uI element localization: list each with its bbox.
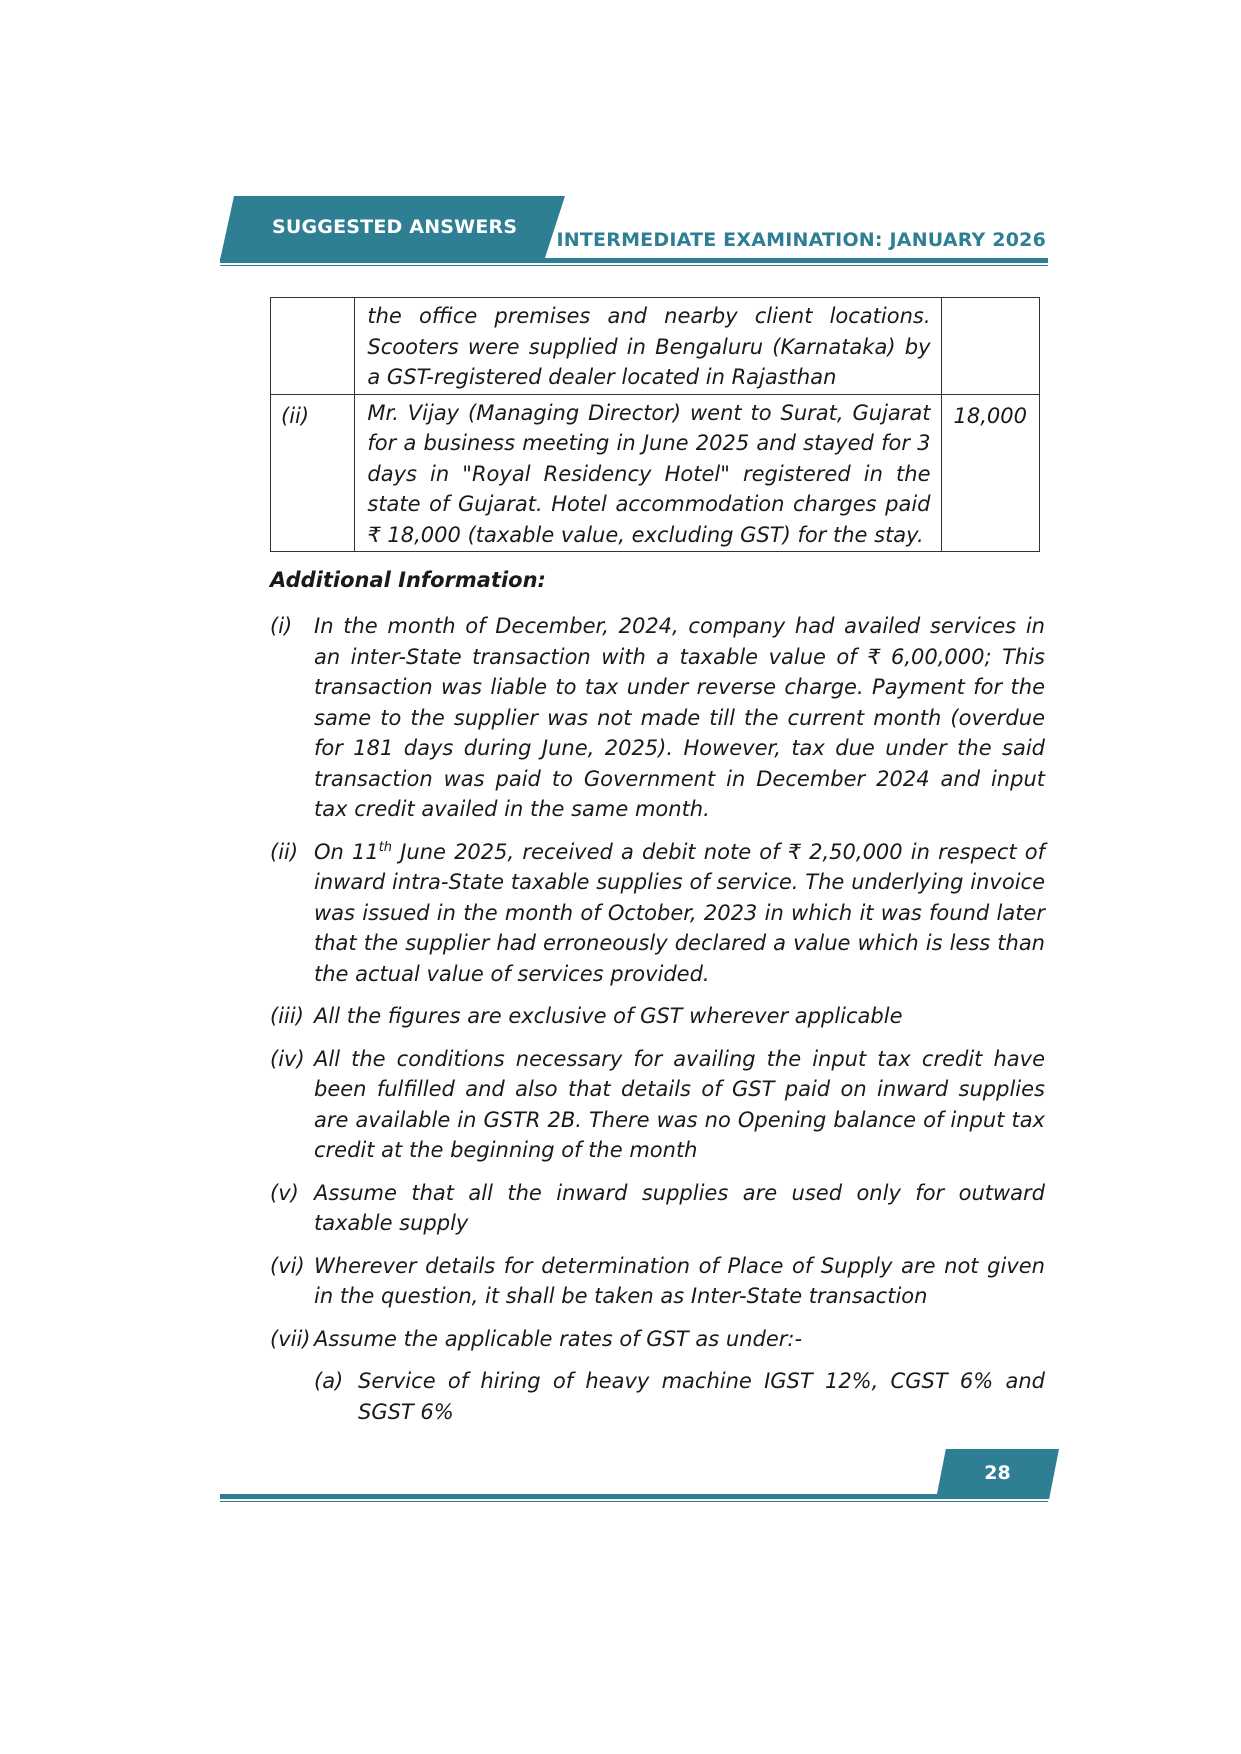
table-cell-text: the office premises and nearby client locations. Scooters were supplied in Bengaluru (Karnataka) by a GST-registered dealer located in Rajasthan bbox=[355, 298, 941, 395]
sub-item-number: (a) bbox=[314, 1369, 344, 1393]
table-cell-amount: 18,000 bbox=[941, 394, 1039, 552]
header-right-title: INTERMEDIATE EXAMINATION: JANUARY 2026 bbox=[556, 229, 1046, 251]
footer-rule bbox=[220, 1494, 1048, 1499]
sub-list-item bbox=[314, 1366, 1045, 1427]
header-rule-thin bbox=[220, 265, 1048, 266]
list-item bbox=[270, 1178, 1045, 1239]
header-left-title: SUGGESTED ANSWERS bbox=[272, 216, 518, 238]
list-item bbox=[270, 611, 1045, 825]
table-cell-num bbox=[271, 298, 355, 395]
item-text: All the figures are exclusive of GST wherever applicable bbox=[314, 1004, 903, 1028]
item-number: (vii) bbox=[270, 1326, 311, 1351]
item-number: (i) bbox=[270, 614, 293, 638]
item-text-pre: On 11 bbox=[314, 839, 379, 864]
item-text: Wherever details for determination of Place of Supply are not given in the question, it shall be taken as Inter-State transaction bbox=[314, 1253, 1045, 1308]
item-text: In the month of December, 2024, company had availed services in an inter-State transaction with a taxable value of ₹ 6,00,000; This transaction was liable to tax under reverse charge. Payment for the same to the supplier was not made till the current month (overdue for 181 days during June, 2025). However, tax due under the said transaction was paid to Government in December 2024 and input tax credit availed in the same month. bbox=[314, 614, 1045, 821]
sub-item-text: Service of hiring of heavy machine IGST 12%, CGST 6% and SGST 6% bbox=[358, 1369, 1045, 1424]
table-cell-num: (ii) bbox=[271, 394, 355, 552]
footer-rule-thin bbox=[220, 1501, 1048, 1502]
item-text: Assume the applicable rates of GST as under:- bbox=[314, 1326, 803, 1351]
section-title: Additional Information: bbox=[270, 568, 546, 592]
item-number: (iv) bbox=[270, 1046, 305, 1071]
header-rule bbox=[220, 258, 1048, 263]
item-text bbox=[314, 837, 1045, 990]
item-number: (vi) bbox=[270, 1253, 305, 1278]
item-number: (ii) bbox=[270, 839, 299, 864]
additional-info-list bbox=[270, 611, 1045, 1427]
table-cell-text: Mr. Vijay (Managing Director) went to Surat, Gujarat for a business meeting in June 2025 and stayed for 3 days in "Royal Residency Hotel" registered in the state of Gujarat. Hotel accommodation charges paid ₹ 18,000 (taxable value, excluding GST) for the stay. bbox=[355, 394, 941, 552]
table-row bbox=[271, 394, 1040, 552]
list-item bbox=[270, 1044, 1045, 1166]
list-item bbox=[270, 1324, 1045, 1355]
list-item bbox=[270, 1251, 1045, 1312]
transactions-table bbox=[270, 297, 1040, 552]
list-item bbox=[270, 837, 1045, 990]
table-row bbox=[271, 298, 1040, 395]
item-text-post: June 2025, received a debit note of ₹ 2,50,000 in respect of inward intra-State taxable supplies of service. The underlying invoice was issued in the month of October, 2023 in which it was found later that the supplier had erroneously declared a value which is less than the actual value of services provided. bbox=[314, 839, 1045, 986]
page-number: 28 bbox=[984, 1462, 1011, 1484]
item-number: (iii) bbox=[270, 1004, 304, 1028]
item-text: All the conditions necessary for availing the input tax credit have been fulfilled and also that details of GST paid on inward supplies are available in GSTR 2B. There was no Opening balance of input tax credit at the beginning of the month bbox=[314, 1046, 1045, 1162]
table-cell-amount bbox=[941, 298, 1039, 395]
item-number: (v) bbox=[270, 1180, 299, 1205]
ordinal-superscript: th bbox=[378, 839, 393, 855]
item-text: Assume that all the inward supplies are used only for outward taxable supply bbox=[314, 1180, 1045, 1235]
list-item bbox=[270, 1001, 1045, 1032]
